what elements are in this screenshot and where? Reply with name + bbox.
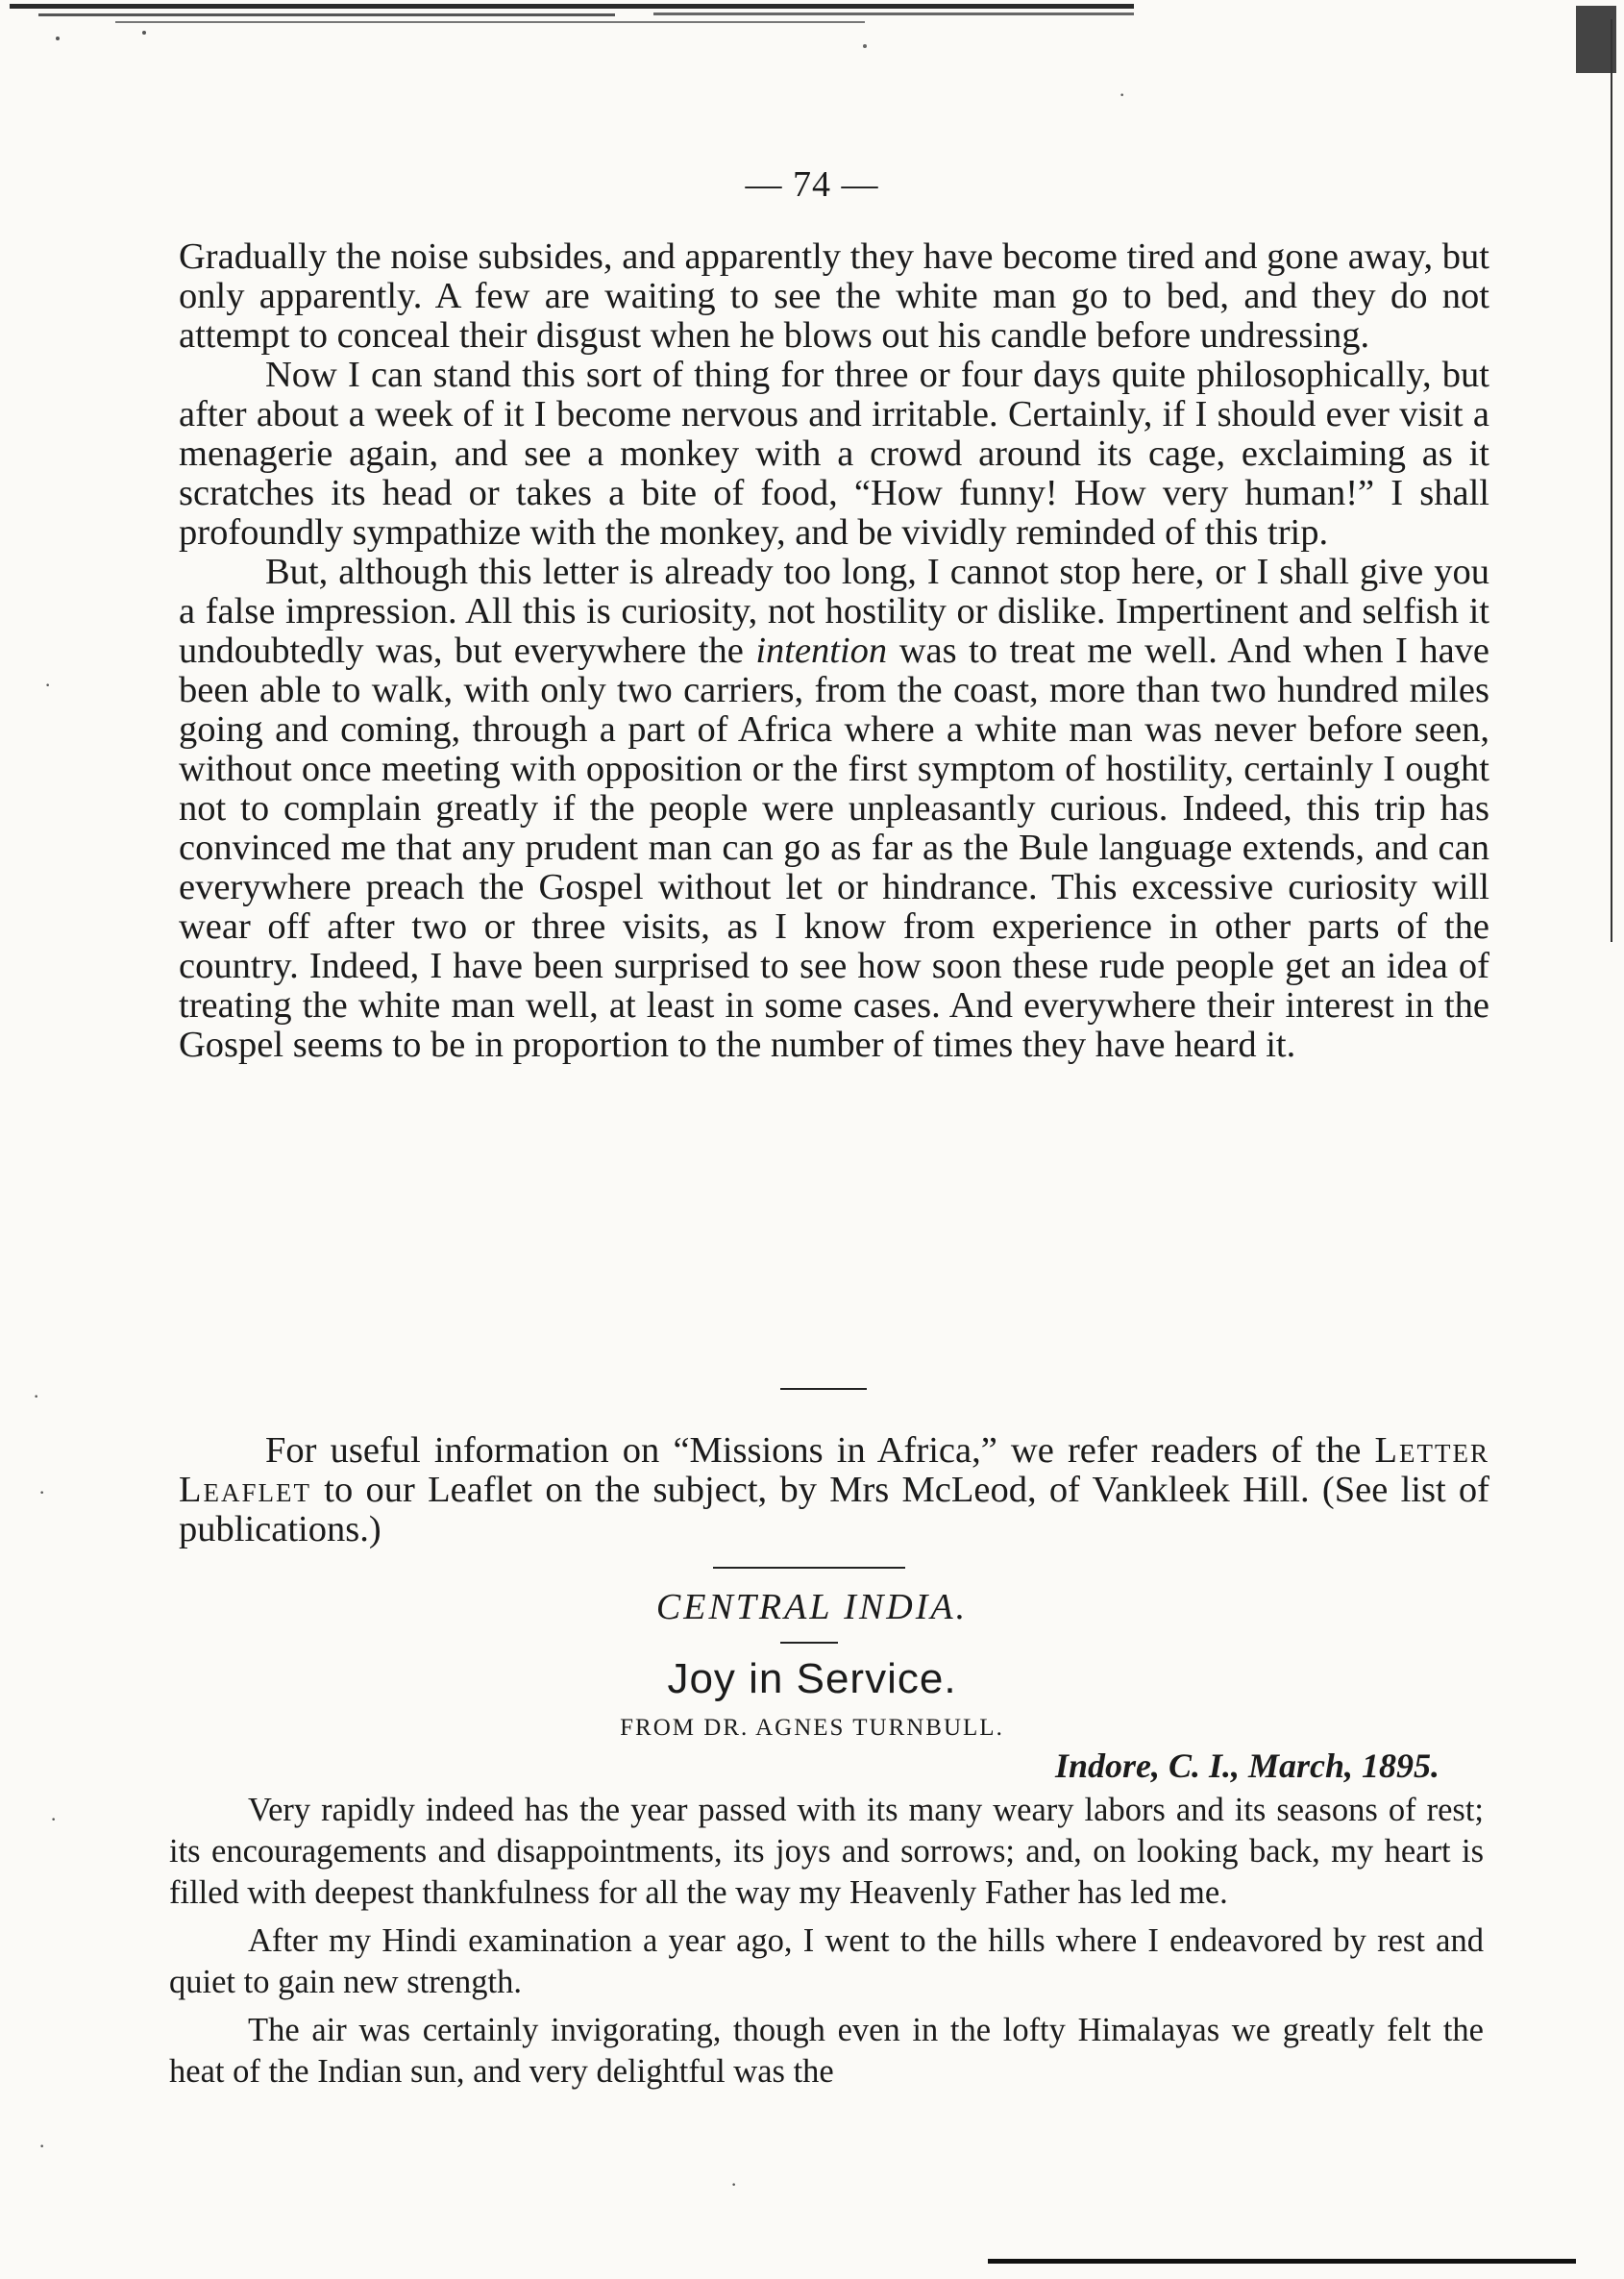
paragraph-text: was to treat me well. And when I have been able to walk, with only two carriers, from the coast, more than two hundred miles going and coming, through a part of Africa where a white man was never before seen, without once meeting with opposition or the first symptom of hostility, certainly I ought not to complain greatly if the people were unpleasantly curious. Indeed, this trip has convinced me that any prudent man can go as far as the Bule language extends, and can everywhere preach the Gospel without let or hindrance. This excessive curiosity will wear off after two or three visits, as I know from experience in other parts of the country. Indeed, I have been surprised to see how soon these rude people get an idea of treating the white man well, at least in some cases. And everywhere their interest in the Gospel seems to be in proportion to the number of times they have heard it. xyxy=(179,631,1489,1065)
article-body xyxy=(169,1790,1484,2099)
scan-speck: · xyxy=(38,1480,46,1504)
title-divider xyxy=(780,1642,838,1644)
bottom-rule xyxy=(988,2259,1576,2264)
scan-speck: · xyxy=(50,1807,58,1831)
scan-speck: · xyxy=(1119,83,1126,107)
scan-speck: · xyxy=(730,2172,738,2196)
reference-note xyxy=(179,1431,1489,1549)
section-divider xyxy=(713,1567,905,1569)
scan-speck: · xyxy=(38,2134,46,2158)
paragraph: Now I can stand this sort of thing for three or four days quite philosophically, but after about a week of it I become nervous and irritable. Certainly, if I should ever visit a menagerie again, and see a monkey with a crowd around its cage, exclaiming as it scratches its head or takes a bite of food, “How funny! How very human!” I shall profoundly sympathize with the monkey, and be vividly reminded of this trip. xyxy=(179,355,1489,553)
leaflet-title: Letter Leaflet xyxy=(179,1430,1489,1510)
paragraph-text: For useful information on “Missions in Africa,” we refer readers of the xyxy=(265,1430,1375,1471)
section-heading: CENTRAL INDIA. xyxy=(655,1587,969,1627)
paragraph-text: to our Leaflet on the subject, by Mrs McLeod, of Vankleek Hill. (See list of publications.) xyxy=(179,1470,1489,1549)
section-divider xyxy=(780,1388,867,1390)
paragraph: After my Hindi examination a year ago, I went to the hills where I endeavored by rest and quiet to gain new strength. xyxy=(169,1922,1484,2000)
paragraph: Very rapidly indeed has the year passed with its many weary labors and its seasons of rest; its encouragements and disappointments, its joys and sorrows; and, on looking back, my heart is filled with deepest thankfulness for all the way my Heavenly Father has led me. xyxy=(169,1792,1484,1911)
scan-speck: · xyxy=(44,673,52,697)
emphasis-text: intention xyxy=(755,631,888,671)
scan-speck: · xyxy=(33,1384,40,1408)
scan-right-edge xyxy=(1611,19,1612,942)
paragraph xyxy=(179,1431,1489,1549)
article-title: Joy in Service. xyxy=(667,1655,957,1702)
letter-body xyxy=(179,237,1489,1065)
paragraph-text: But, although this letter is already too long, I cannot stop here, or I shall give you a false impression. All this is curiosity, not hostility or dislike. Impertinent and selfish it undoubtedly was, but everywhere the xyxy=(179,552,1489,671)
byline: FROM DR. AGNES TURNBULL. xyxy=(620,1715,1004,1741)
paragraph: The air was certainly invigorating, though even in the lofty Himalayas we greatly felt the heat of the Indian sun, and very delightful was the xyxy=(169,2012,1484,2090)
dateline: Indore, C. I., March, 1895. xyxy=(1054,1746,1439,1785)
paragraph xyxy=(179,553,1489,1065)
page-number: — 74 — xyxy=(745,164,879,205)
paragraph: Gradually the noise subsides, and apparently they have become tired and gone away, but only apparently. A few are waiting to see the white man go to bed, and they do not attempt to conceal their disgust when he blows out his candle before undressing. xyxy=(179,236,1489,356)
scan-top-edge xyxy=(0,0,1624,77)
